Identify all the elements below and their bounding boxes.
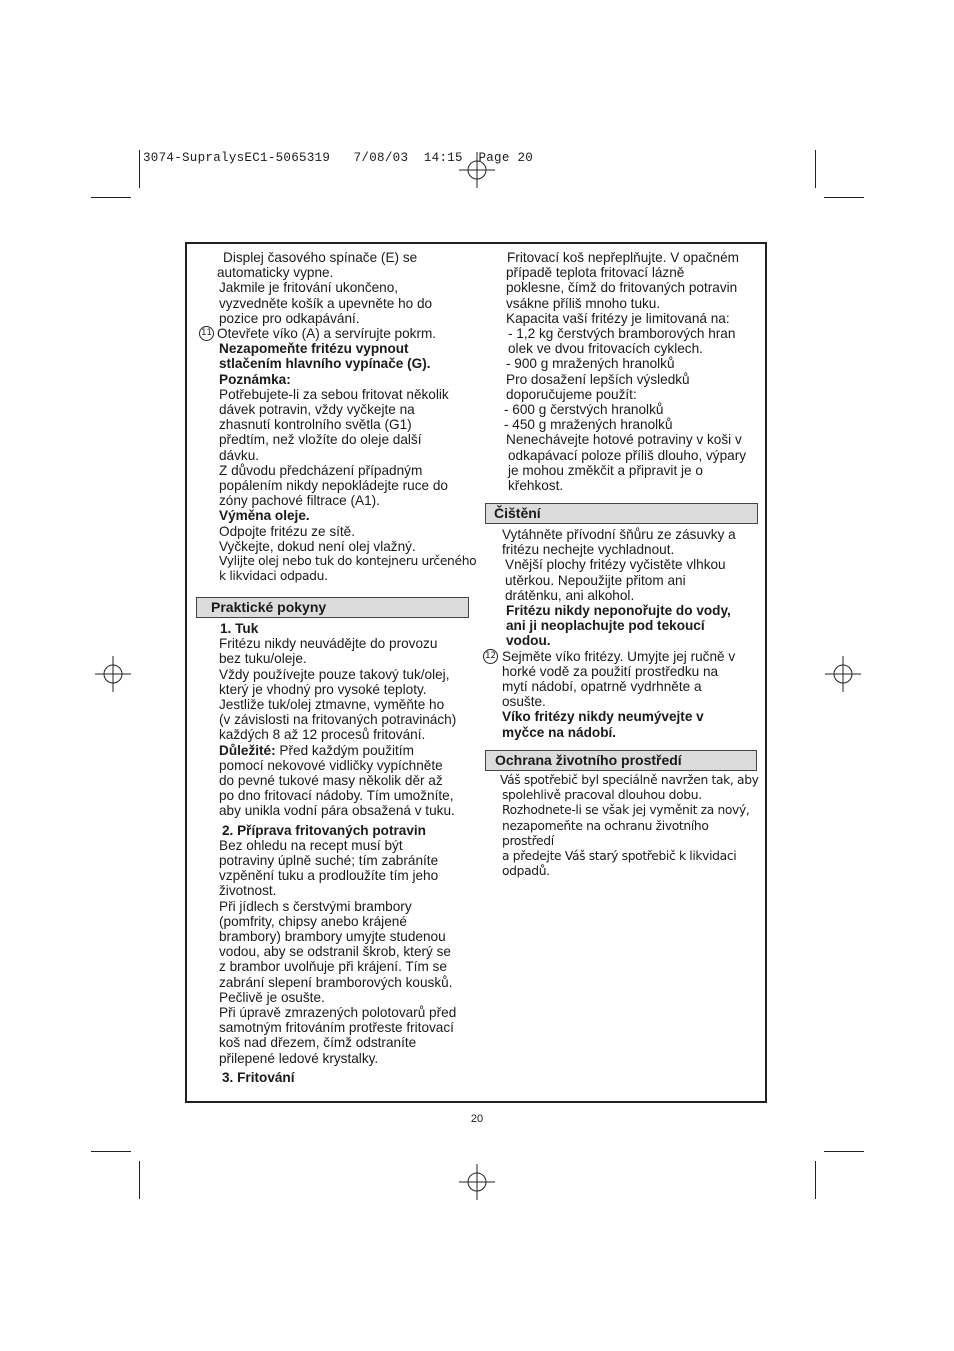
- right-column: [504, 250, 766, 493]
- text-line: odkapávací poloze příliš dlouho, výpary: [508, 447, 747, 463]
- text-line: Pro dosažení lepších výsledků: [506, 371, 690, 387]
- left-column: [201, 250, 477, 584]
- fry-title: 3. Fritování: [222, 1069, 295, 1085]
- text-line: doporučujeme použít:: [506, 386, 637, 402]
- text-line: automaticky vypne.: [217, 265, 334, 281]
- tuk-line: Vždy používejte pouze takový tuk/olej,: [219, 666, 450, 682]
- note-line: Potřebujete-li za sebou fritovat několik: [219, 386, 449, 402]
- oil-small-line: Vylijte olej nebo tuk do kontejneru určeného: [219, 554, 477, 569]
- crop-mark: [815, 1161, 816, 1199]
- tuk-title: 1. Tuk: [220, 621, 259, 636]
- env-line: a předejte Váš starý spotřebič k likvidaci: [502, 849, 737, 864]
- prep-line: Bez ohledu na recept musí být: [219, 837, 403, 853]
- print-slug: 3074-SupralysEC1-5065319 7/08/03 14:15 Page 20: [143, 151, 534, 165]
- prep-line: Při úpravě zmrazených polotovarů před: [219, 1005, 457, 1021]
- clean-line: fritézu nechejte vychladnout.: [502, 542, 675, 558]
- step-11-text: Otevřete víko (A) a servírujte pokrm.: [217, 326, 437, 342]
- warning-text: stlačením hlavního vypínače (G).: [219, 356, 431, 372]
- registration-mark-icon: [95, 656, 131, 692]
- env-line: Váš spotřebič byl speciálně navržen tak, aby: [500, 773, 759, 787]
- important-line: pomocí nekovové vidličky vypíchněte: [219, 757, 443, 773]
- prep-line: životnost.: [219, 883, 277, 899]
- note-title: Poznámka:: [219, 371, 291, 387]
- clean-line: Vnější plochy fritézy vyčistěte vlhkou: [505, 557, 726, 573]
- text-line: poklesne, čímž do fritovaných potravin: [506, 280, 738, 296]
- crop-mark: [139, 150, 140, 188]
- env-line: Rozhodnete-li se však jej vyměnit za nový,: [502, 803, 750, 818]
- clean-warning: ani ji neoplachujte pod tekoucí: [506, 618, 705, 634]
- tuk-line: bez tuku/oleje.: [219, 651, 307, 667]
- section-header-cleaning: Čištění: [485, 503, 758, 524]
- text-line: - 450 g mražených hranolků: [504, 417, 673, 433]
- prep-line: přilepené ledové krystalky.: [219, 1050, 379, 1066]
- tuk-line: který je vhodný pro vysoké teploty.: [219, 681, 427, 697]
- step-12-line: horké vodě za použití prostředku na: [502, 663, 719, 679]
- text-line: případě teplota fritovací lázně: [506, 265, 685, 281]
- clean-line: utěrkou. Nepoužijte přitom ani: [505, 572, 686, 588]
- step-12-line: osušte.: [502, 694, 546, 710]
- clean-warning: Fritézu nikdy neponořujte do vody,: [506, 603, 731, 619]
- text-line: olek ve dvou fritovacích cyklech.: [508, 341, 703, 357]
- prep-line: brambory) brambory umyjte studenou: [219, 929, 446, 945]
- text-line: je mohou změkčit a připravit je o: [508, 462, 703, 478]
- prep-line: potraviny úplně suché; tím zabráníte: [219, 853, 439, 869]
- step-11: [201, 326, 477, 342]
- oil-line: Vyčkejte, dokud není olej vlažný.: [219, 538, 416, 554]
- note-line: dávek potravin, vždy vyčkejte na: [219, 402, 415, 418]
- text-line: - 600 g čerstvých hranolků: [504, 402, 664, 418]
- text-line: Kapacita vaší fritézy je limitovaná na:: [506, 310, 730, 326]
- env-line: odpadů.: [502, 864, 550, 879]
- crop-mark: [824, 1151, 864, 1152]
- text-line: Displej časového spínače (E) se: [223, 250, 418, 265]
- crop-mark: [824, 197, 864, 198]
- crop-mark: [139, 1161, 140, 1199]
- note-line: předtím, než vložíte do oleje další: [219, 432, 422, 448]
- crop-mark: [91, 197, 131, 198]
- right-column-environment: [500, 773, 762, 879]
- important-line: po dno fritovací nádoby. Tím umožníte,: [219, 788, 454, 804]
- prep-line: Pečlivě je osušte.: [219, 989, 325, 1005]
- text-line: Nenechávejte hotové potraviny v koši v: [506, 432, 742, 448]
- text-line: - 1,2 kg čerstvých bramborových hran: [508, 326, 736, 342]
- env-line: nezapomeňte na ochranu životního prostředí: [502, 818, 709, 848]
- text-line: Jakmile je fritování ukončeno,: [219, 280, 399, 296]
- clean-warning: vodou.: [506, 633, 551, 649]
- registration-mark-icon: [825, 656, 861, 692]
- prep-line: (pomfrity, chipsy anebo krájené: [219, 913, 407, 929]
- tuk-line: Fritézu nikdy neuvádějte do provozu: [219, 636, 438, 652]
- important-line: aby unikla vodní pára obsažená v tuku.: [219, 803, 455, 819]
- step-12-line: mytí nádobí, opatrně vydrhněte a: [502, 679, 702, 695]
- intro-block: [215, 250, 477, 326]
- text-line: pozice pro odkapávání.: [219, 310, 360, 326]
- tuk-line: (v závislosti na fritovaných potravinách): [219, 712, 457, 728]
- oil-line: Odpojte fritézu ze sítě.: [219, 523, 356, 539]
- warning-text: Nezapomeňte fritézu vypnout: [219, 341, 409, 357]
- note-line: popálením nikdy nepokládejte ruce do: [219, 478, 448, 494]
- step-number-badge: 12: [483, 649, 498, 664]
- step-12-line: Sejměte víko fritézy. Umyjte jej ručně v: [502, 648, 736, 664]
- prep-line: koš nad dřezem, čímž odstraníte: [219, 1035, 417, 1051]
- prep-line: samotným fritováním protřeste fritovací: [219, 1020, 454, 1036]
- section-header-practical: Praktické pokyny: [196, 597, 469, 618]
- crop-mark: [815, 150, 816, 188]
- text-line: vsákne příliš mnoho tuku.: [506, 295, 661, 311]
- clean-line: drátěnku, ani alkohol.: [505, 587, 635, 603]
- text-line: křehkost.: [508, 478, 564, 494]
- step-12: [485, 648, 764, 710]
- oil-small-line: k likvidaci odpadu.: [219, 569, 328, 584]
- text-line: vyzvedněte košík a upevněte ho do: [219, 295, 433, 311]
- crop-mark: [91, 1151, 131, 1152]
- note-line: Z důvodu předcházení případným: [219, 462, 423, 478]
- tuk-line: každých 8 až 12 procesů fritování.: [219, 727, 426, 743]
- left-column-lower: [219, 621, 481, 1085]
- registration-mark-icon: [459, 152, 495, 188]
- clean-line: Vytáhněte přívodní šňůru ze zásuvky a: [502, 527, 736, 542]
- prep-line: zabrání slepení bramborových kousků.: [219, 974, 453, 990]
- lid-warning: myčce na nádobí.: [502, 724, 617, 740]
- important-line: Před každým použitím: [275, 742, 414, 758]
- note-line: zóny pachové filtrace (A1).: [219, 493, 380, 509]
- text-line: - 900 g mražených hranolků: [506, 356, 675, 372]
- section-header-environment: Ochrana životního prostředí: [485, 750, 757, 771]
- prep-line: vzpěnění tuku a prodloužíte tím jeho: [219, 868, 439, 884]
- lid-warning: Víko fritézy nikdy neumývejte v: [502, 709, 704, 725]
- right-column-cleaning: [485, 527, 764, 740]
- note-line: dávku.: [219, 447, 260, 463]
- text-line: Fritovací koš nepřeplňujte. V opačném: [507, 250, 739, 265]
- tuk-line: Jestliže tuk/olej ztmavne, vyměňte ho: [219, 697, 445, 713]
- env-line: spolehlivě pracoval dlouhou dobu.: [502, 788, 702, 803]
- prep-title: 2. Příprava fritovaných potravin: [222, 822, 426, 838]
- page-number: 20: [470, 1113, 484, 1125]
- step-number-badge: 11: [199, 326, 214, 341]
- important-line: do pevné tukové masy několik děr až: [219, 773, 443, 789]
- prep-line: z brambor uvolňuje při krájení. Tím se: [219, 959, 447, 975]
- oil-title: Výměna oleje.: [219, 508, 310, 524]
- note-line: zhasnutí kontrolního světla (G1): [219, 417, 412, 433]
- important-label: Důležité:: [219, 742, 276, 758]
- registration-mark-icon: [459, 1164, 495, 1200]
- prep-line: Při jídlech s čerstvými brambory: [219, 898, 412, 914]
- prep-line: vodou, aby se odstranil škrob, který se: [219, 944, 451, 960]
